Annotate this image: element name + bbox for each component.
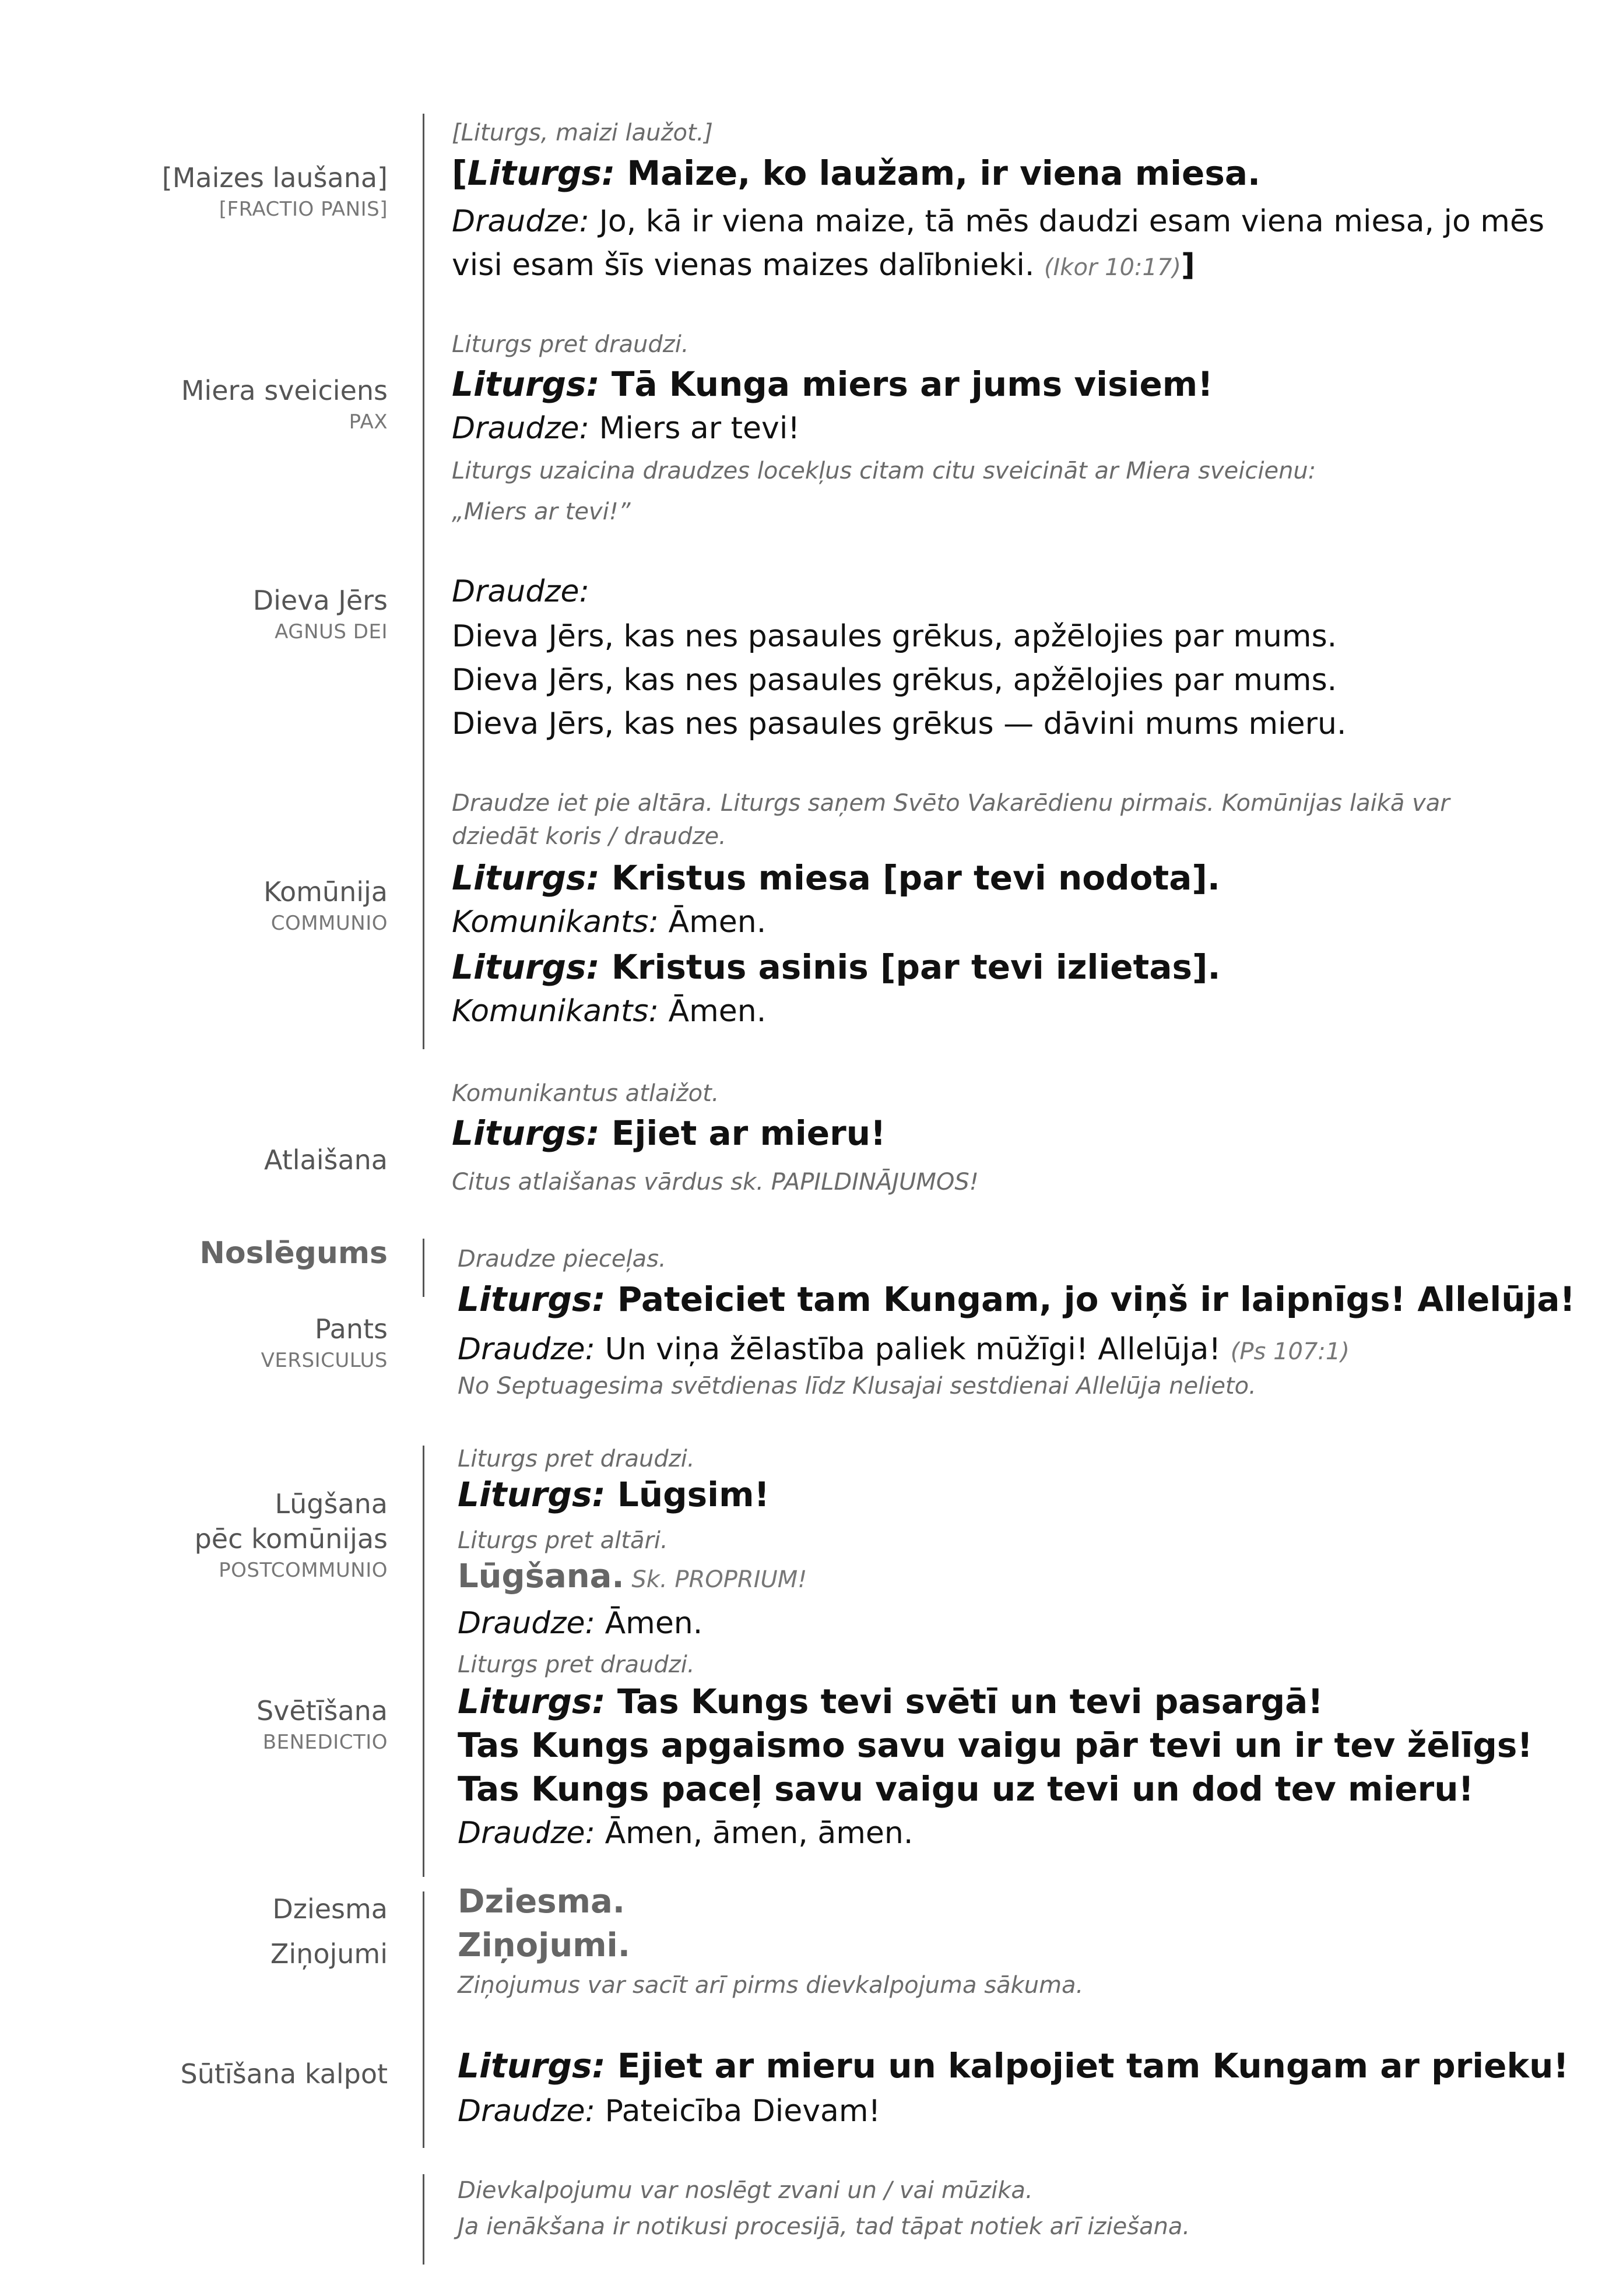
prayer-heading: Lūgšana. <box>458 1557 624 1595</box>
instruction: Liturgs pret draudzi. <box>452 331 689 358</box>
label-sub: PAX <box>349 410 388 434</box>
section-label-fractio <box>162 160 388 223</box>
role-draudze: Draudze: <box>458 1332 596 1367</box>
blessing-line: Tas Kungs apgaismo savu vaigu pār tevi un ir tev žēlīgs! <box>458 1725 1533 1765</box>
rubric-note: „Miers ar tevi!” <box>452 498 631 525</box>
label-main: Dieva Jērs <box>252 585 388 616</box>
line-text: Kristus asinis [par tevi izlietas]. <box>599 947 1221 987</box>
congregation-role <box>452 574 589 609</box>
congregation-line <box>452 248 1195 283</box>
line-text: Āmen. <box>659 905 767 940</box>
line-text: Tas Kungs tevi svētī un tevi pasargā! <box>605 1682 1323 1721</box>
proprium-ref: Sk. PROPRIUM! <box>624 1566 807 1593</box>
section-label-benedictio <box>257 1693 388 1756</box>
section-label-announcements <box>270 1936 388 1971</box>
liturgy-line <box>452 364 1213 404</box>
vertical-rule <box>423 114 424 1049</box>
label-sub: COMMUNIO <box>270 912 388 935</box>
label-main: Komūnija <box>264 876 388 908</box>
role-liturgs: Liturgs: <box>452 1113 600 1153</box>
section-label-sending <box>181 2056 388 2091</box>
section-label-agnus <box>253 583 388 646</box>
section-label-closing <box>199 1236 388 1271</box>
vertical-rule <box>423 1891 424 2148</box>
line-text: Ejiet ar mieru! <box>599 1113 886 1153</box>
instruction: Liturgs pret draudzi. <box>458 1651 695 1678</box>
role-liturgs: Liturgs: <box>467 153 616 193</box>
liturgy-line <box>452 153 1260 193</box>
line-text: Maize, ko laužam, ir viena miesa. <box>615 153 1261 193</box>
label-sub: AGNUS DEI <box>275 620 388 644</box>
hymn-heading: Dziesma. <box>458 1883 625 1921</box>
agnus-line: Dieva Jērs, kas nes pasaules grēkus, apžēlojies par mums. <box>452 619 1337 654</box>
role-draudze: Draudze: <box>458 1606 596 1641</box>
rubric-note: No Septuagesima svētdienas līdz Klusajai sestdienai Allelūja nelieto. <box>458 1373 1256 1400</box>
liturgy-line <box>458 1682 1323 1721</box>
role-draudze: Draudze: <box>458 2094 596 2129</box>
rubric-note: Dievkalpojumu var noslēgt zvani un / vai mūzika. <box>458 2177 1033 2204</box>
label-main: Lūgšana <box>275 1488 388 1520</box>
label-main: Svētīšana <box>256 1695 388 1727</box>
instruction: Liturgs pret altāri. <box>458 1527 668 1554</box>
role-draudze: Draudze: <box>452 411 590 446</box>
line-text: Lūgsim! <box>605 1475 770 1514</box>
line-text: Āmen, āmen, āmen. <box>595 1816 914 1851</box>
label-sub: BENEDICTIO <box>262 1731 388 1754</box>
label-main: Sūtīšana kalpot <box>180 2058 388 2090</box>
label-main: Dziesma <box>272 1893 388 1925</box>
announcements-heading: Ziņojumi. <box>458 1926 631 1964</box>
line-text: Jo, kā ir viena maize, tā mēs daudzi esam viena miesa, jo mēs <box>589 204 1545 239</box>
congregation-line <box>458 1332 1350 1367</box>
prayer-line <box>458 1557 807 1595</box>
instruction: Liturgs pret draudzi. <box>458 1446 695 1472</box>
label-sub: POSTCOMMUNIO <box>219 1559 388 1582</box>
line-text: Pateicība Dievam! <box>595 2094 881 2129</box>
role-draudze: Draudze: <box>452 574 590 609</box>
role-draudze: Draudze: <box>458 1816 596 1851</box>
rubric-note: Liturgs uzaicina draudzes locekļus citam citu sveicināt ar Miera sveicienu: <box>452 458 1316 484</box>
blessing-line: Tas Kungs paceļ savu vaigu uz tevi un dod tev mieru! <box>458 1769 1474 1809</box>
line-text: Tā Kunga miers ar jums visiem! <box>599 364 1213 404</box>
communicant-line <box>452 905 766 940</box>
section-label-dismissal <box>264 1142 388 1177</box>
line-text: Pateiciet tam Kungam, jo viņš ir laipnīgs! Allelūja! <box>605 1279 1575 1319</box>
line-text: Āmen. <box>595 1606 703 1641</box>
role-liturgs: Liturgs: <box>452 858 600 898</box>
congregation-line <box>452 411 800 446</box>
line-text: Miers ar tevi! <box>589 411 800 446</box>
label-main: pēc komūnijas <box>194 1523 388 1555</box>
rubric-note: dziedāt koris / draudze. <box>452 823 726 850</box>
liturgy-line <box>458 1475 770 1514</box>
communicant-line <box>452 994 766 1029</box>
label-main: Atlaišana <box>264 1144 388 1176</box>
label-sub: [FRACTIO PANIS] <box>219 198 388 221</box>
role-liturgs: Liturgs: <box>458 2046 606 2086</box>
section-label-versiculus <box>261 1312 388 1374</box>
role-liturgs: Liturgs: <box>452 947 600 987</box>
role-liturgs: Liturgs: <box>452 364 600 404</box>
line-text: Un viņa žēlastība paliek mūžīgi! Allelūja! <box>595 1332 1231 1367</box>
agnus-line: Dieva Jērs, kas nes pasaules grēkus, apžēlojies par mums. <box>452 663 1337 698</box>
rubric-note: Ja ienākšana ir notikusi procesijā, tad tāpat notiek arī iziešana. <box>458 2213 1190 2240</box>
rubric-note: Draudze iet pie altāra. Liturgs saņem Svēto Vakarēdienu pirmais. Komūnijas laikā var <box>452 790 1450 817</box>
liturgy-line <box>452 858 1220 898</box>
label-main: Ziņojumi <box>270 1938 388 1970</box>
bracket: ] <box>1181 248 1195 283</box>
role-liturgs: Liturgs: <box>458 1682 606 1721</box>
instruction: Draudze pieceļas. <box>458 1246 666 1272</box>
label-main: Pants <box>314 1313 388 1345</box>
rubric-note: Citus atlaišanas vārdus sk. PAPILDINĀJUMOS! <box>452 1169 979 1196</box>
label-sub: VERSICULUS <box>261 1349 388 1372</box>
role-draudze: Draudze: <box>452 204 590 239</box>
vertical-rule <box>423 1446 424 1877</box>
vertical-rule <box>423 2174 424 2265</box>
section-label-hymn <box>272 1891 388 1926</box>
liturgy-line <box>458 2046 1569 2086</box>
section-label-communio <box>264 874 388 937</box>
role-komunikants: Komunikants: <box>452 905 659 940</box>
role-liturgs: Liturgs: <box>458 1475 606 1514</box>
instruction: [Liturgs, maizi laužot.] <box>452 119 714 146</box>
agnus-line: Dieva Jērs, kas nes pasaules grēkus — dāvini mums mieru. <box>452 706 1347 741</box>
instruction: Komunikantus atlaižot. <box>452 1080 719 1107</box>
congregation-line <box>458 1816 913 1851</box>
role-komunikants: Komunikants: <box>452 994 659 1029</box>
rubric-note: Ziņojumus var sacīt arī pirms dievkalpojuma sākuma. <box>458 1972 1084 1999</box>
line-text: visi esam šīs vienas maizes dalībnieki. <box>452 248 1044 283</box>
congregation-line <box>458 1606 702 1641</box>
bracket: [ <box>452 153 468 193</box>
line-text: Kristus miesa [par tevi nodota]. <box>599 858 1220 898</box>
congregation-line <box>452 204 1544 239</box>
scripture-ref: (Ikor 10:17) <box>1044 254 1181 281</box>
liturgy-line <box>452 1113 886 1153</box>
line-text: Ejiet ar mieru un kalpojiet tam Kungam ar prieku! <box>605 2046 1569 2086</box>
vertical-rule <box>423 1239 424 1297</box>
section-label-postcommunio <box>195 1486 388 1584</box>
liturgy-line <box>452 947 1221 987</box>
congregation-line <box>458 2094 880 2129</box>
role-liturgs: Liturgs: <box>458 1279 606 1319</box>
label-heading: Noslēgums <box>199 1236 388 1271</box>
label-main: [Maizes laušana] <box>161 162 388 194</box>
liturgy-line <box>458 1279 1575 1319</box>
scripture-ref: (Ps 107:1) <box>1230 1338 1350 1365</box>
section-label-pax <box>181 373 388 436</box>
label-main: Miera sveiciens <box>181 375 388 406</box>
line-text: Āmen. <box>659 994 767 1029</box>
